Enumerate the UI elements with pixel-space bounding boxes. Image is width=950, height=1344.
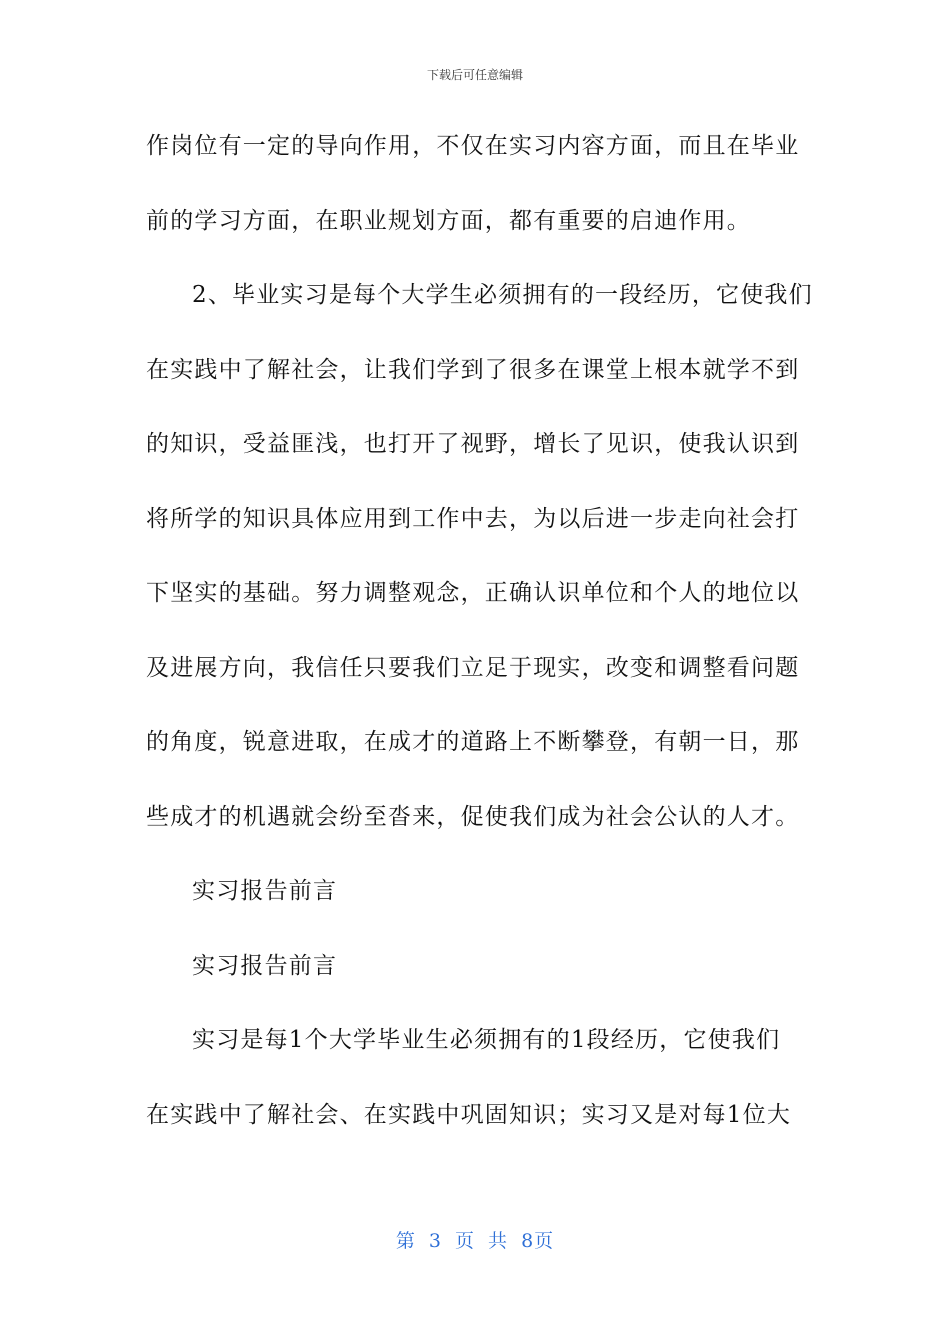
text-line: 将所学的知识具体应用到工作中去，为以后进一步走向社会打 (146, 505, 800, 532)
text-line: 在实践中了解社会、在实践中巩固知识；实习又是对每1位大 (146, 1101, 792, 1128)
document-body (146, 124, 816, 1167)
text-line: 实习是每1个大学毕业生必须拥有的1段经历，它使我们 (192, 1027, 781, 1053)
section-heading: 实习报告前言 (192, 952, 338, 979)
text-line: 2、毕业实习是每个大学生必须拥有的一段经历，它使我们 (192, 282, 813, 308)
section-heading: 实习报告前言 (192, 878, 338, 904)
text-line: 的角度，锐意进取，在成才的道路上不断攀登，有朝一日，那 (146, 729, 800, 755)
text-line: 作岗位有一定的导向作用，不仅在实习内容方面，而且在毕业 (146, 133, 800, 159)
text-line: 前的学习方面，在职业规划方面，都有重要的启迪作用。 (146, 207, 751, 234)
text-line: 下坚实的基础。努力调整观念，正确认识单位和个人的地位以 (146, 580, 800, 606)
page-number-footer: 第 3 页 共 8页 (395, 1230, 555, 1252)
text-line: 些成才的机遇就会纷至沓来，促使我们成为社会公认的人才。 (146, 803, 800, 830)
text-line: 的知识，受益匪浅，也打开了视野，增长了见识，使我认识到 (146, 431, 800, 457)
text-line: 及进展方向，我信任只要我们立足于现实，改变和调整看问题 (146, 654, 800, 681)
text-line: 在实践中了解社会，让我们学到了很多在课堂上根本就学不到 (146, 356, 800, 383)
page-header-note: 下载后可任意编辑 (426, 68, 523, 82)
